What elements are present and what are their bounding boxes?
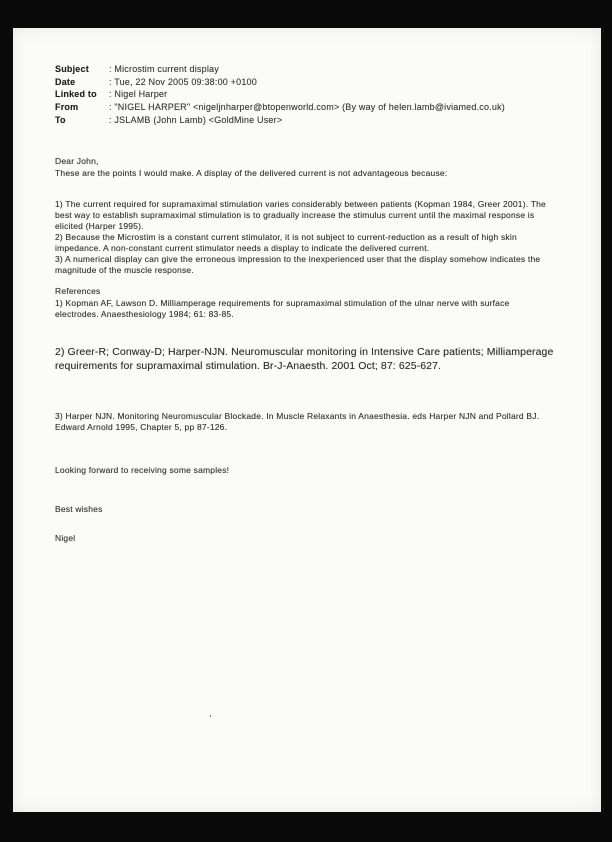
header-value: : JSLAMB (John Lamb) <GoldMine User> <box>109 114 283 125</box>
reference-3: 3) Harper NJN. Monitoring Neuromuscular Blockade. In Muscle Relaxants in Anaesthesia. eds Harper NJN and Pollard BJ. Edward Arnold 1995, Chapter 5, pp 87-126. <box>55 411 540 433</box>
references-heading: References <box>55 285 101 296</box>
header-value: : Tue, 22 Nov 2005 09:38:00 +0100 <box>109 76 257 87</box>
header-value: : Nigel Harper <box>109 89 168 100</box>
header-value: : "NIGEL HARPER" <nigeljnharper@btopenworld.com> (By way of helen.lamb@iviamed.co.uk) <box>109 102 505 113</box>
signoff: Best wishes <box>55 504 103 515</box>
closing-line: Looking forward to receiving some samples! <box>55 465 230 476</box>
point-1: 1) The current required for supramaximal stimulation varies considerably between patients (Kopman 1984, Greer 2001). The best way to establish supramaximal stimulation is to gradually increase the stimulus current until the maximal response is elicited (Harper 1995). <box>55 198 546 231</box>
header-label: To <box>55 114 66 125</box>
greeting: Dear John, <box>55 156 99 167</box>
signature: Nigel <box>55 533 76 544</box>
header-row-from <box>55 102 555 114</box>
header-label: Subject <box>55 64 89 74</box>
point-2: 2) Because the Microstim is a constant current stimulator, it is not subject to current-reduction as a result of high skin impedance. A non-constant current stimulator needs a display to indicate the delivered current. <box>55 231 517 253</box>
header-label: Linked to <box>55 89 97 100</box>
header-label: From <box>55 102 79 113</box>
scanned-page <box>13 28 601 812</box>
header-row-to <box>55 115 555 127</box>
intro-line: These are the points I would make. A display of the delivered current is not advantageous because: <box>55 168 448 179</box>
header-value: : Microstim current display <box>109 64 219 74</box>
argument-points <box>55 199 555 276</box>
point-3: 3) A numerical display can give the erroneous impression to the inexperienced user that the display somehow indicates the magnitude of the muscle response. <box>55 253 541 275</box>
header-row-subject <box>55 64 555 76</box>
email-header <box>55 64 555 126</box>
email-content <box>55 64 555 545</box>
header-label: Date <box>55 76 76 87</box>
scan-artifact-mark: , <box>209 708 212 718</box>
reference-1: 1) Kopman AF, Lawson D. Milliamperage requirements for supramaximal stimulation of the ulnar nerve with surface electrodes. Anaesthesiology 1984; 61: 83-85. <box>55 297 510 319</box>
header-row-date <box>55 77 555 89</box>
reference-2: 2) Greer-R; Conway-D; Harper-NJN. Neuromuscular monitoring in Intensive Care patients; Milliamperage requirements for supramaximal stimulation. Br-J-Anaesth. 2001 Oct; 87: 625-627. <box>55 346 554 372</box>
header-row-linked-to <box>55 89 555 101</box>
